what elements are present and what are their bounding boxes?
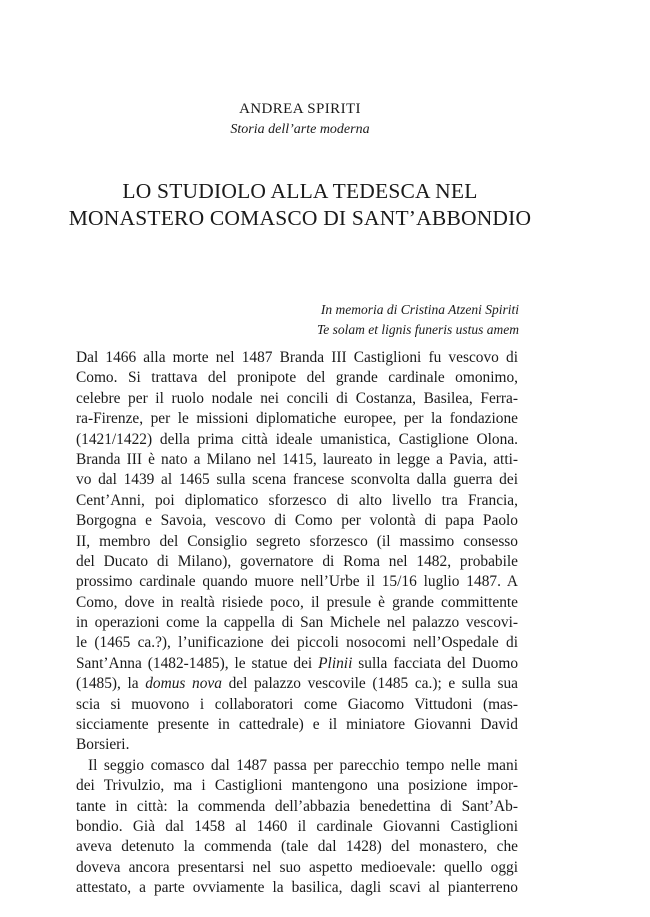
text-line: Dal 1466 alla morte nel 1487 Branda III Castiglioni fu vescovo di [76,349,518,366]
text-line: ra-Firenze, per le missioni diplomatiche europee, per la fondazione [76,410,518,428]
text-line: tante in città: la commenda dell’abbazia benedettina di Sant’Ab- [76,797,518,815]
text-segment: sulla facciata del Duomo [352,654,518,672]
text-line: aveva detenuto la commenda (tale dal 1428) del monastero, che [76,838,518,856]
text-line: Branda III è nato a Milano nel 1415, laureato in legge a Pavia, atti- [76,450,518,468]
text-line: (1421/1422) della prima città ideale umanistica, Castiglione Olona. [76,430,518,448]
text-line: le (1465 ca.?), l’unificazione dei piccoli nosocomi nell’Ospedale di [76,634,518,652]
text-line: in operazioni come la cappella di San Michele nel palazzo vescovi- [76,614,518,632]
article-title [0,178,600,232]
title-line: LO STUDIOLO ALLA TEDESCA NEL [122,179,478,203]
text-line: del Ducato di Milano), governatore di Roma nel 1482, probabile [76,552,518,570]
text-line [76,654,518,674]
text-line: Como, dove in realtà risiede poco, il presule è grande committente [76,593,518,611]
text-line: Como. Si trattava del pronipote del grande cardinale omonimo, [76,369,518,387]
text-line: Borgogna e Savoia, vescovo di Como per volontà di papa Paolo [76,512,518,530]
text-segment: (1485), la [76,675,146,693]
text-line: dei Trivulzio, ma i Castiglioni mantengono una posizione impor- [76,777,518,795]
text-line: Il seggio comasco dal 1487 passa per parecchio tempo nelle mani [88,756,518,774]
dedication [317,300,519,340]
text-line: sicciamente presente in cattedrale) e il miniatore Giovanni David [76,716,518,734]
title-line: MONASTERO COMASCO DI SANT’ABBONDIO [68,206,532,230]
text-line: doveva ancora presentarsi nel suo aspetto medioevale: quello oggi [76,858,518,876]
body-text [76,348,518,899]
text-line: prossimo cardinale quando muore nell’Urbe il 15/16 luglio 1487. A [76,573,518,591]
text-line: Cent’Anni, poi diplomatico sforzesco di alto livello tra Francia, [76,491,518,509]
author-affiliation: Storia dell’arte moderna [230,122,370,137]
text-line [76,674,518,694]
italic-term: domus nova [145,675,222,693]
text-line: vo dal 1439 al 1465 sulla scena francese sconvolta dalla guerra dei [76,471,518,489]
text-line: II, membro del Consiglio segreto sforzesco (il massimo consesso [76,532,518,550]
text-line: Borsieri. [76,736,130,754]
text-segment: Sant’Anna (1482-1485), le statue dei [76,654,319,672]
text-line: celebre per il ruolo nodale nei concili di Costanza, Basilea, Ferra- [76,389,518,407]
text-line: bondio. Già dal 1458 al 1460 il cardinale Giovanni Castiglioni [76,817,518,835]
dedication-line: Te solam et lignis funeris ustus amem [316,322,519,337]
text-segment: del palazzo vescovile (1485 ca.); e sulla sua [221,675,518,693]
dedication-line: In memoria di Cristina Atzeni Spiriti [320,302,519,317]
author-name: ANDREA SPIRITI [239,101,361,117]
italic-term: Plinii [318,654,353,672]
text-line: scia si muovono i collaboratori come Giacomo Vittudoni (mas- [76,695,518,713]
text-line: attestato, a parte ovviamente la basilica, dagli scavi al pianterreno [76,879,518,897]
